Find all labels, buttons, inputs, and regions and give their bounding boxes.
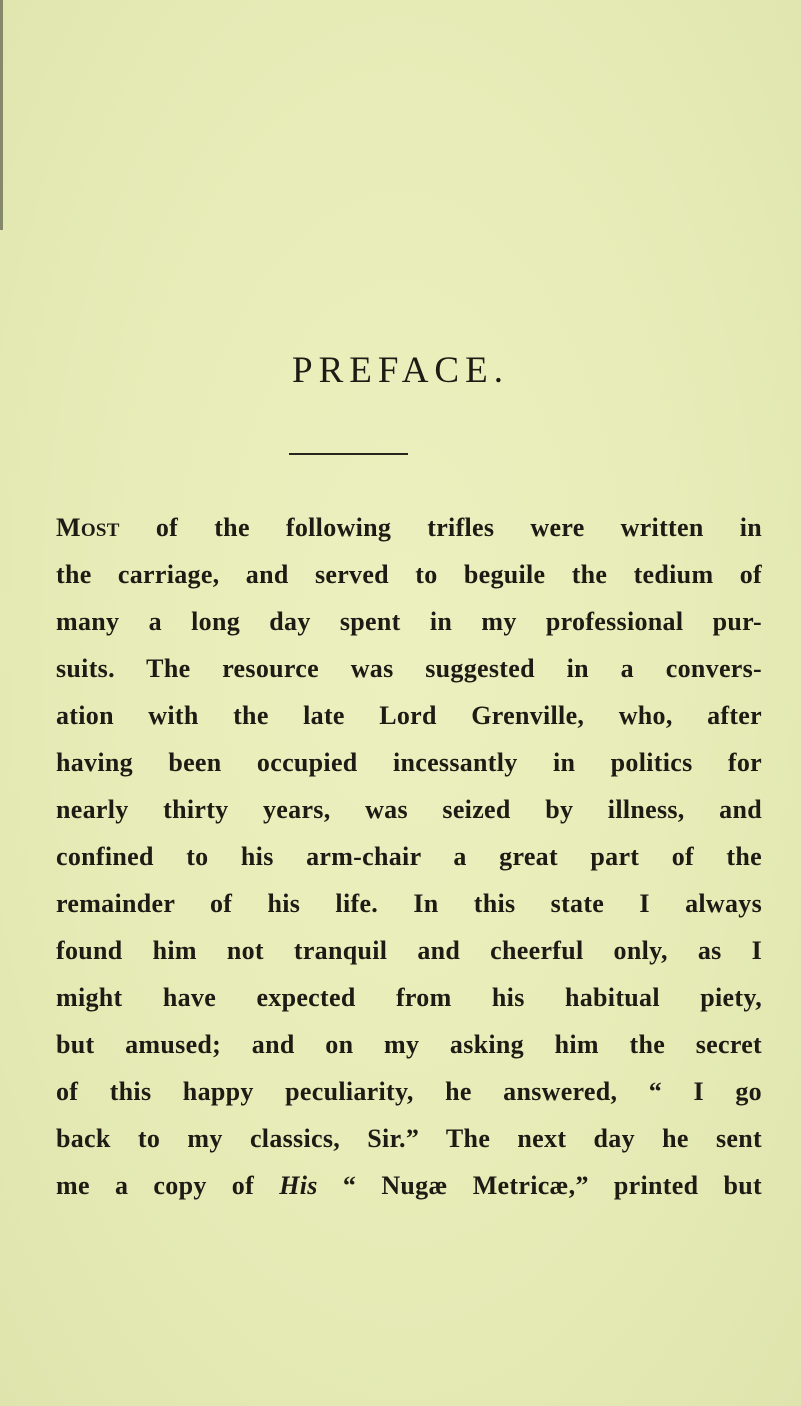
- text-line-4: suits. The resource was suggested in a convers-: [56, 654, 762, 683]
- opening-word: MOST: [56, 513, 120, 542]
- title-rule: [289, 453, 408, 455]
- text-line-1: MOST of the following trifles were written in: [56, 513, 762, 542]
- text-line-3: many a long day spent in my professional pur-: [56, 607, 762, 636]
- text-line-8: confined to his arm-chair a great part of the: [56, 842, 762, 871]
- text-line-13: of this happy peculiarity, he answered, “ I go: [56, 1077, 762, 1106]
- text-line-14: back to my classics, Sir.” The next day he sent: [56, 1124, 762, 1153]
- text-line-9: remainder of his life. In this state I always: [56, 889, 762, 918]
- text-line-10: found him not tranquil and cheerful only, as I: [56, 936, 762, 965]
- page-edge-shadow: [0, 0, 3, 230]
- text-line-7: nearly thirty years, was seized by illness, and: [56, 795, 762, 824]
- text-line-12: but amused; and on my asking him the secret: [56, 1030, 762, 1059]
- page-title: PREFACE.: [292, 350, 509, 391]
- text-line-5: ation with the late Lord Grenville, who, after: [56, 701, 762, 730]
- preface-body: [56, 504, 762, 1209]
- text-line-11: might have expected from his habitual piety,: [56, 983, 762, 1012]
- emphasis-his: His: [279, 1171, 318, 1200]
- text-line-6: having been occupied incessantly in politics for: [56, 748, 762, 777]
- text-line-15: me a copy of His “ Nugæ Metricæ,” printed but: [56, 1171, 762, 1200]
- text-line-2: the carriage, and served to beguile the tedium of: [56, 560, 762, 589]
